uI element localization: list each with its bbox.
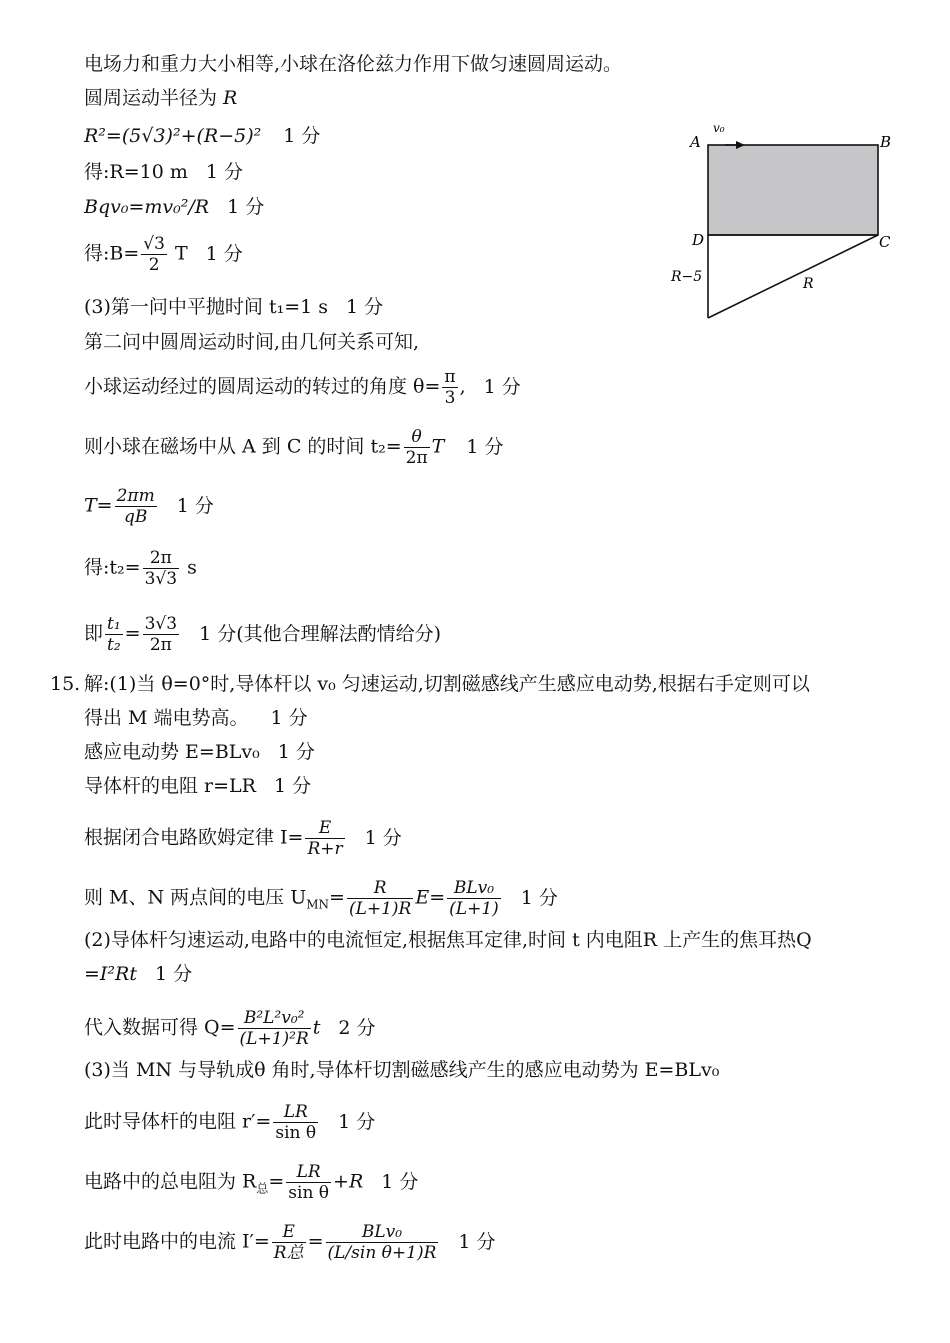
- line-B-result: 得:B= $\frac{√3}{2}$ T 1 分: [84, 234, 243, 275]
- line-15-potential: 得出 M 端电势高。 1 分: [84, 707, 308, 729]
- line-15-current: 此时电路中的电流 I′= $\frac{E}{\text{R总}}$ = $\frac{\text{BLv₀}}{\text{(L/sin θ+1)R}}$ 1 分: [84, 1222, 496, 1263]
- fraction: $\frac{3√3}{2\pi}$: [144, 614, 178, 655]
- fraction: $\frac{\pi}{3}$: [444, 367, 456, 408]
- problem-number: 15.: [50, 673, 81, 695]
- line-15-part3: (3)当 MN 与导轨成θ 角时,导体杆切割磁感线产生的感应电动势为 E=BLv₀: [84, 1059, 720, 1081]
- line-radius-result: 得:R=10 m 1 分: [84, 161, 244, 183]
- line-t2-result: 得:t₂= $\frac{2\pi}{3√3}$ s: [84, 548, 197, 589]
- line-ratio: 即 $\frac{\text{t₁}}{\text{t₂}}$ = $\frac{3√3}{2\pi}$ 1 分(其他合理解法酌情给分): [84, 614, 442, 655]
- line-15-joule: =I²Rt 1 分: [84, 963, 193, 985]
- line-15-rprime: 此时导体杆的电阻 r′= $\frac{LR}{\text{sin θ}}$ 1 分: [84, 1102, 376, 1143]
- line-15-ohm: 根据闭合电路欧姆定律 I= $\frac{E}{R+r}$ 1 分: [84, 818, 402, 859]
- line-angle: 小球运动经过的圆周运动的转过的角度 θ= $\frac{\pi}{3}$ , 1 分: [84, 367, 521, 408]
- label-R-minus-5: R−5: [671, 269, 703, 285]
- line-15-resistance: 导体杆的电阻 r=LR 1 分: [84, 775, 312, 797]
- line-part3-geometry: 第二问中圆周运动时间,由几何关系可知,: [84, 331, 420, 353]
- fraction: $\frac{2\pi}{3√3}$: [144, 548, 178, 589]
- fraction: $\frac{\text{BLv₀}}{\text{(L/sin θ+1)R}}$: [327, 1222, 437, 1263]
- geometry-diagram: [665, 115, 910, 330]
- line-part3-time1: (3)第一问中平抛时间 t₁=1 s 1 分: [84, 296, 384, 318]
- segment-R: [708, 235, 878, 318]
- label-v0: v₀: [713, 121, 725, 135]
- line-lorentz-equation: Bqv₀=mv₀²/R 1 分: [84, 196, 265, 218]
- line-force-equal: 电场力和重力大小相等,小球在洛伦兹力作用下做匀速圆周运动。: [84, 53, 623, 75]
- line-15-intro: 解:(1)当 θ=0°时,导体杆以 v₀ 匀速运动,切割磁感线产生感应电动势,根据右手定则可以: [84, 673, 810, 695]
- fraction: $\frac{R}{(L+1)R}$: [348, 878, 412, 919]
- line-time2: 则小球在磁场中从 A 到 C 的时间 t₂= $\frac{\theta}{2\pi}$ T 1 分: [84, 427, 504, 468]
- fraction: $\frac{\text{t₁}}{\text{t₂}}$: [107, 614, 121, 655]
- fraction: $\frac{LR}{\text{sin θ}}$: [275, 1102, 317, 1143]
- fraction: $\frac{\text{BLv₀}}{(L+1)}$: [449, 878, 499, 919]
- line-period: T= $\frac{2\pi m}{qB}$ 1 分: [84, 486, 214, 527]
- magnetic-field-region: [708, 145, 878, 235]
- line-15-emf: 感应电动势 E=BLv₀ 1 分: [84, 741, 315, 763]
- line-15-part2: (2)导体杆匀速运动,电路中的电流恒定,根据焦耳定律,时间 t 内电阻R 上产生的焦耳热Q: [84, 929, 812, 951]
- label-R: R: [803, 276, 814, 292]
- line-15-total-resistance: 电路中的总电阻为 $R_总=$ $\frac{LR}{\text{sin θ}}$ +R 1 分: [84, 1162, 419, 1203]
- fraction: $\frac{E}{R+r}$: [307, 818, 343, 859]
- line-radius-equation: R²=(5√3)²+(R−5)² 1 分: [84, 125, 321, 147]
- line-15-heat: 代入数据可得 Q= $\frac{\text{B²L²v₀²}}{\text{(L+1)²R}}$ t 2 分: [84, 1008, 376, 1049]
- fraction: $\frac{\theta}{2\pi}$: [405, 427, 428, 468]
- line-radius-intro: 圆周运动半径为 R: [84, 87, 238, 109]
- fraction: $\frac{E}{\text{R总}}$: [273, 1222, 304, 1263]
- fraction: $\frac{2\pi m}{qB}$: [116, 486, 155, 527]
- fraction: $\frac{\text{B²L²v₀²}}{\text{(L+1)²R}}$: [239, 1008, 309, 1049]
- label-D: D: [692, 231, 705, 249]
- label-B: B: [880, 133, 892, 151]
- fraction: $\frac{√3}{2}$: [143, 234, 165, 275]
- line-15-voltage: 则 M、N 两点间的电压 $U_{MN}=$ $\frac{R}{(L+1)R}$ E= $\frac{\text{BLv₀}}{(L+1)}$ 1 分: [84, 878, 558, 919]
- label-C: C: [879, 233, 891, 251]
- fraction: $\frac{LR}{\text{sin θ}}$: [288, 1162, 330, 1203]
- label-A: A: [690, 133, 701, 151]
